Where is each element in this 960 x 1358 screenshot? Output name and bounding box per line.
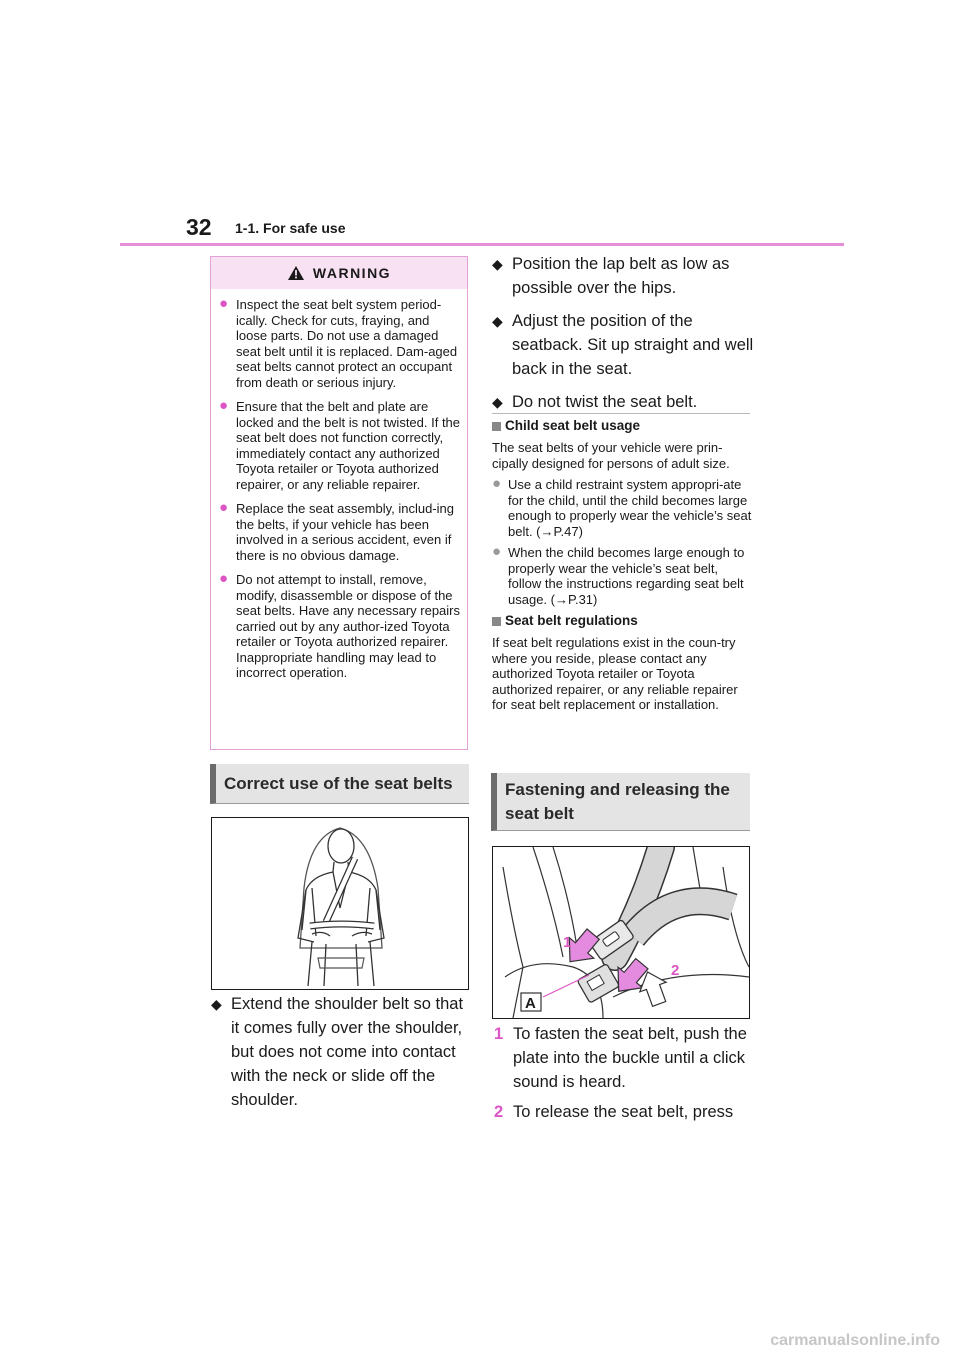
regulations-heading: Seat belt regulations (492, 613, 754, 629)
header-rule (120, 243, 844, 246)
square-bullet-icon (492, 422, 501, 431)
fastening-steps (494, 1022, 754, 1130)
arrow-1-label: 1 (563, 934, 572, 951)
arrow-2-label: 2 (671, 962, 680, 979)
page-number: 32 (186, 214, 212, 240)
warning-title: WARNING (312, 265, 392, 281)
divider (492, 413, 750, 414)
warning-item: ● Ensure that the belt and plate are locked and the belt is not twisted. If the seat belt does not function correctly, immediately contact any authorized Toyota retailer or Toyota authorized repairer, or any reliable repairer. (219, 397, 461, 492)
seated-occupant-figure (211, 817, 469, 990)
list-item: ◆ Extend the shoulder belt so that it comes fully over the shoulder, but does not come into contact with the neck or slide off the shoulder. (211, 992, 473, 1112)
notes-column (492, 418, 754, 719)
step-number: 1 (494, 1025, 504, 1043)
section-title: 1-1. For safe use (235, 220, 346, 236)
warning-item: ● Inspect the seat belt system period-ically. Check for cuts, fraying, and loose parts. Do not use a damaged seat belt until it is replaced. Dam-aged seat belts cannot protect an occupant from death or serious injury. (219, 295, 458, 390)
bullet-dot-icon: ● (492, 475, 502, 492)
correct-use-bullets (211, 992, 473, 1121)
diamond-bullet-icon: ◆ (492, 394, 503, 410)
bullet-dot-icon: ● (219, 570, 229, 587)
bullet-dot-icon: ● (492, 543, 502, 560)
step-number: 2 (494, 1103, 504, 1121)
correct-use-bullets-continued (492, 252, 754, 423)
list-item: ◆ Adjust the position of the seatback. Sit up straight and well back in the seat. (492, 309, 754, 381)
buckle-illustration (493, 847, 749, 1018)
regulations-text: If seat belt regulations exist in the coun-try where you reside, please contact any authorized Toyota retailer or Toyota authorized repairer, or any reliable repairer for seat belt replacement or installation. (492, 635, 738, 712)
child-usage-heading: Child seat belt usage (492, 418, 754, 434)
list-item: ◆ Do not twist the seat belt. (492, 390, 754, 414)
warning-list (219, 297, 463, 690)
diamond-bullet-icon: ◆ (211, 996, 222, 1012)
fastening-heading: Fastening and releasing the seat belt (491, 773, 750, 831)
bullet-dot-icon: ● (219, 499, 229, 516)
list-item: ● Use a child restraint system appropri-ate for the child, until the child becomes large enough to properly wear the vehicle’s seat belt. (→P.47) (492, 475, 752, 539)
list-item: ◆ Position the lap belt as low as possible over the hips. (492, 252, 754, 300)
watermark: carmanualsonline.info (770, 1332, 940, 1349)
list-item: ● When the child becomes large enough to properly wear the vehicle’s seat belt, follow the instructions regarding seat belt usage. (→P.31) (492, 543, 745, 607)
bullet-dot-icon: ● (219, 295, 229, 312)
step-item: 2 To release the seat belt, press (494, 1100, 754, 1124)
diamond-bullet-icon: ◆ (492, 313, 503, 329)
warning-box (210, 256, 468, 750)
child-usage-intro: The seat belts of your vehicle were prin-cipally designed for persons of adult size. (492, 440, 730, 471)
warning-header (211, 257, 467, 289)
diamond-bullet-icon: ◆ (492, 256, 503, 272)
warning-item: ● Replace the seat assembly, includ-ing the belts, if your vehicle has been involved in a serious accident, even if there is no obvious damage. (219, 499, 454, 563)
warning-item: ● Do not attempt to install, remove, modify, disassemble or dispose of the seat belts. Have any necessary repairs carried out by any author-ized Toyota retailer or Toyota authorized repairer. Inappropriate handling may lead to incorrect operation. (219, 570, 460, 680)
buckle-figure (492, 846, 750, 1019)
bullet-dot-icon: ● (219, 397, 229, 414)
warning-triangle-icon (287, 265, 305, 281)
step-item: 1 To fasten the seat belt, push the plate into the buckle until a click sound is heard. (494, 1022, 754, 1094)
correct-use-heading: Correct use of the seat belts (210, 764, 469, 804)
occupant-illustration (212, 818, 468, 989)
part-a-label: A (525, 995, 536, 1012)
square-bullet-icon (492, 617, 501, 626)
